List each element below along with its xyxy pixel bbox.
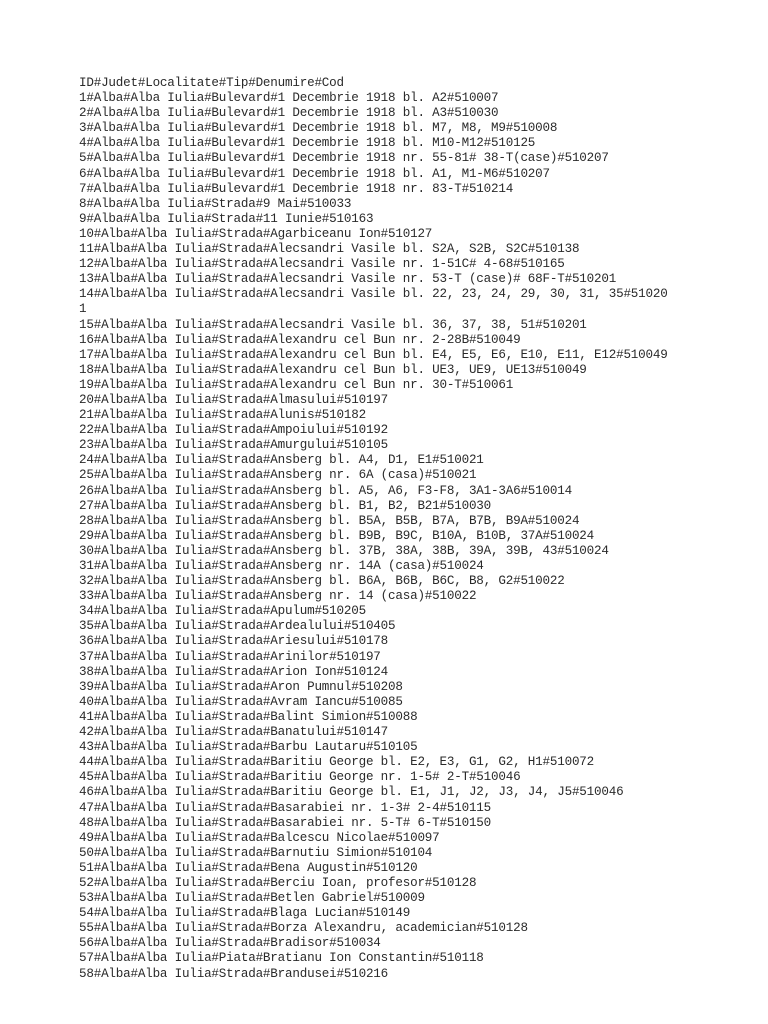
record-line: 45#Alba#Alba Iulia#Strada#Baritiu George nr. 1-5# 2-T#510046 bbox=[79, 770, 521, 785]
record-line: 6#Alba#Alba Iulia#Bulevard#1 Decembrie 1918 bl. A1, M1-M6#510207 bbox=[79, 166, 550, 181]
record-line: 25#Alba#Alba Iulia#Strada#Ansberg nr. 6A (casa)#510021 bbox=[79, 468, 477, 483]
record-line: 40#Alba#Alba Iulia#Strada#Avram Iancu#510085 bbox=[79, 694, 403, 709]
record-line: 51#Alba#Alba Iulia#Strada#Bena Augustin#510120 bbox=[79, 860, 418, 875]
record-line: 35#Alba#Alba Iulia#Strada#Ardealului#510405 bbox=[79, 619, 396, 634]
record-line: 14#Alba#Alba Iulia#Strada#Alecsandri Vasile bl. 22, 23, 24, 29, 30, 31, 35#51020 bbox=[79, 287, 668, 302]
record-line: 2#Alba#Alba Iulia#Bulevard#1 Decembrie 1918 bl. A3#510030 bbox=[79, 106, 499, 121]
record-line: 42#Alba#Alba Iulia#Strada#Banatului#510147 bbox=[79, 725, 389, 740]
record-line: 34#Alba#Alba Iulia#Strada#Apulum#510205 bbox=[79, 604, 366, 619]
record-line: 18#Alba#Alba Iulia#Strada#Alexandru cel Bun bl. UE3, UE9, UE13#510049 bbox=[79, 362, 587, 377]
address-records-text bbox=[79, 76, 759, 982]
record-line: 49#Alba#Alba Iulia#Strada#Balcescu Nicolae#510097 bbox=[79, 830, 440, 845]
record-line: 15#Alba#Alba Iulia#Strada#Alecsandri Vasile bl. 36, 37, 38, 51#510201 bbox=[79, 317, 587, 332]
record-line: 48#Alba#Alba Iulia#Strada#Basarabiei nr. 5-T# 6-T#510150 bbox=[79, 815, 492, 830]
record-line: 17#Alba#Alba Iulia#Strada#Alexandru cel Bun bl. E4, E5, E6, E10, E11, E12#510049 bbox=[79, 347, 668, 362]
record-line: 36#Alba#Alba Iulia#Strada#Ariesului#510178 bbox=[79, 634, 389, 649]
record-line: 46#Alba#Alba Iulia#Strada#Baritiu George bl. E1, J1, J2, J3, J4, J5#510046 bbox=[79, 785, 624, 800]
record-line: 30#Alba#Alba Iulia#Strada#Ansberg bl. 37B, 38A, 38B, 39A, 39B, 43#510024 bbox=[79, 543, 609, 558]
record-line: 12#Alba#Alba Iulia#Strada#Alecsandri Vasile nr. 1-51C# 4-68#510165 bbox=[79, 257, 565, 272]
record-line: 50#Alba#Alba Iulia#Strada#Barnutiu Simion#510104 bbox=[79, 845, 433, 860]
record-line: 31#Alba#Alba Iulia#Strada#Ansberg nr. 14A (casa)#510024 bbox=[79, 559, 484, 573]
record-line: 22#Alba#Alba Iulia#Strada#Ampoiului#510192 bbox=[79, 423, 389, 438]
record-line: 54#Alba#Alba Iulia#Strada#Blaga Lucian#510149 bbox=[79, 906, 411, 921]
record-line: 16#Alba#Alba Iulia#Strada#Alexandru cel Bun nr. 2-28B#510049 bbox=[79, 332, 521, 347]
record-line: 57#Alba#Alba Iulia#Piata#Bratianu Ion Constantin#510118 bbox=[79, 951, 484, 966]
record-line: 24#Alba#Alba Iulia#Strada#Ansberg bl. A4, D1, E1#510021 bbox=[79, 453, 484, 468]
record-line: 43#Alba#Alba Iulia#Strada#Barbu Lautaru#510105 bbox=[79, 740, 418, 755]
record-line: 44#Alba#Alba Iulia#Strada#Baritiu George bl. E2, E3, G1, G2, H1#510072 bbox=[79, 755, 595, 770]
record-line: 58#Alba#Alba Iulia#Strada#Brandusei#510216 bbox=[79, 966, 389, 981]
record-line: 20#Alba#Alba Iulia#Strada#Almasului#510197 bbox=[79, 392, 389, 407]
record-line: 37#Alba#Alba Iulia#Strada#Arinilor#510197 bbox=[79, 649, 381, 664]
record-line: 39#Alba#Alba Iulia#Strada#Aron Pumnul#510208 bbox=[79, 679, 403, 694]
record-line: 29#Alba#Alba Iulia#Strada#Ansberg bl. B9B, B9C, B10A, B10B, 37A#510024 bbox=[79, 528, 595, 543]
record-line: 8#Alba#Alba Iulia#Strada#9 Mai#510033 bbox=[79, 196, 352, 211]
record-line: 1#Alba#Alba Iulia#Bulevard#1 Decembrie 1918 bl. A2#510007 bbox=[79, 91, 499, 106]
record-line: 38#Alba#Alba Iulia#Strada#Arion Ion#510124 bbox=[79, 664, 389, 679]
record-line: 26#Alba#Alba Iulia#Strada#Ansberg bl. A5, A6, F3-F8, 3A1-3A6#510014 bbox=[79, 483, 572, 498]
record-line: 1 bbox=[79, 302, 87, 317]
record-line: 9#Alba#Alba Iulia#Strada#11 Iunie#510163 bbox=[79, 211, 374, 226]
record-line: 33#Alba#Alba Iulia#Strada#Ansberg nr. 14 (casa)#510022 bbox=[79, 589, 477, 604]
record-line: 19#Alba#Alba Iulia#Strada#Alexandru cel Bun nr. 30-T#510061 bbox=[79, 377, 514, 392]
record-line: 13#Alba#Alba Iulia#Strada#Alecsandri Vasile nr. 53-T (case)# 68F-T#510201 bbox=[79, 272, 617, 287]
record-line: 52#Alba#Alba Iulia#Strada#Berciu Ioan, profesor#510128 bbox=[79, 875, 477, 890]
record-line: 55#Alba#Alba Iulia#Strada#Borza Alexandru, academician#510128 bbox=[79, 921, 528, 936]
record-line: 28#Alba#Alba Iulia#Strada#Ansberg bl. B5A, B5B, B7A, B7B, B9A#510024 bbox=[79, 513, 580, 528]
record-line: 27#Alba#Alba Iulia#Strada#Ansberg bl. B1, B2, B21#510030 bbox=[79, 498, 492, 513]
record-line: 21#Alba#Alba Iulia#Strada#Alunis#510182 bbox=[79, 408, 366, 423]
record-line: 41#Alba#Alba Iulia#Strada#Balint Simion#510088 bbox=[79, 709, 418, 724]
record-line: 11#Alba#Alba Iulia#Strada#Alecsandri Vasile bl. S2A, S2B, S2C#510138 bbox=[79, 242, 580, 257]
record-line: 56#Alba#Alba Iulia#Strada#Bradisor#510034 bbox=[79, 936, 381, 951]
record-line: 7#Alba#Alba Iulia#Bulevard#1 Decembrie 1918 nr. 83-T#510214 bbox=[79, 181, 514, 196]
record-line: 5#Alba#Alba Iulia#Bulevard#1 Decembrie 1918 nr. 55-81# 38-T(case)#510207 bbox=[79, 151, 609, 166]
record-line: 3#Alba#Alba Iulia#Bulevard#1 Decembrie 1918 bl. M7, M8, M9#510008 bbox=[79, 121, 558, 136]
record-line: 23#Alba#Alba Iulia#Strada#Amurgului#510105 bbox=[79, 438, 389, 453]
record-line: 47#Alba#Alba Iulia#Strada#Basarabiei nr. 1-3# 2-4#510115 bbox=[79, 800, 492, 815]
record-line: 32#Alba#Alba Iulia#Strada#Ansberg bl. B6A, B6B, B6C, B8, G2#510022 bbox=[79, 574, 565, 589]
record-line: 53#Alba#Alba Iulia#Strada#Betlen Gabriel#510009 bbox=[79, 891, 425, 906]
record-line: 4#Alba#Alba Iulia#Bulevard#1 Decembrie 1918 bl. M10-M12#510125 bbox=[79, 136, 536, 151]
header-line: ID#Judet#Localitate#Tip#Denumire#Cod bbox=[79, 76, 344, 90]
record-line: 10#Alba#Alba Iulia#Strada#Agarbiceanu Ion#510127 bbox=[79, 226, 433, 241]
